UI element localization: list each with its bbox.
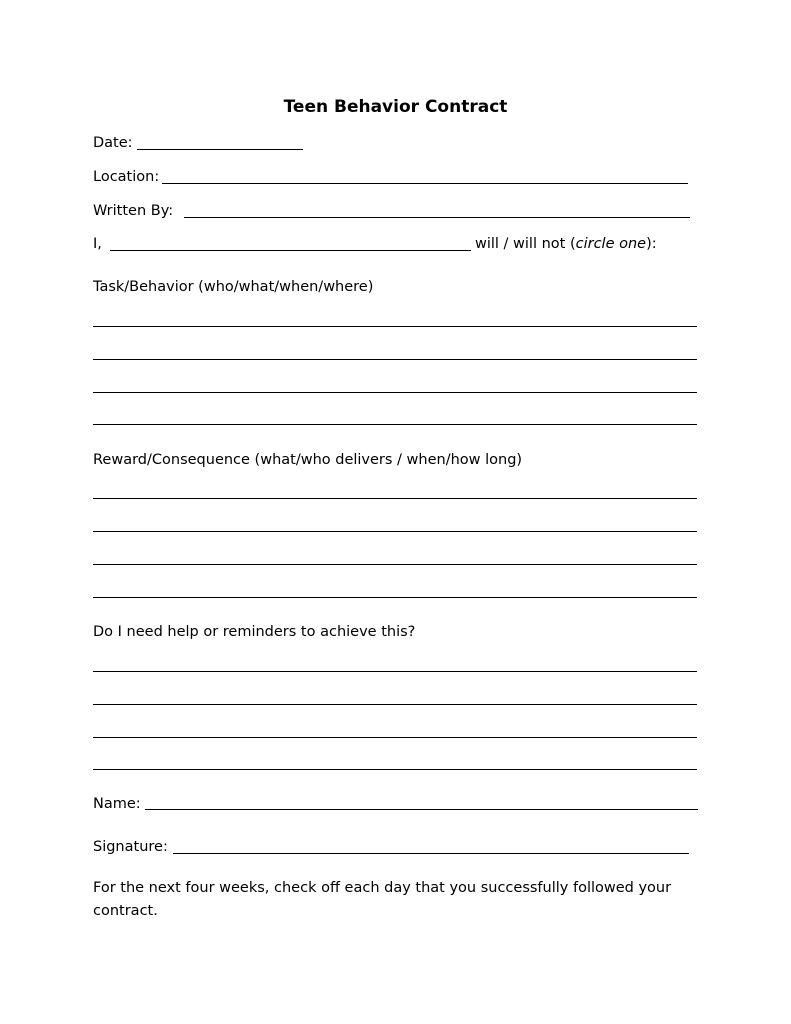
date-field[interactable] bbox=[137, 149, 303, 150]
location-field[interactable] bbox=[162, 183, 688, 184]
help-reminders-heading: Do I need help or reminders to achieve this? bbox=[93, 624, 416, 640]
help-line-3[interactable] bbox=[93, 737, 697, 738]
signature-label: Signature: bbox=[93, 839, 168, 855]
help-line-1[interactable] bbox=[93, 671, 697, 672]
written-by-field[interactable] bbox=[184, 217, 690, 218]
reward-line-1[interactable] bbox=[93, 498, 697, 499]
name-label: Name: bbox=[93, 796, 141, 812]
name-field[interactable] bbox=[145, 809, 698, 810]
footer-instructions: For the next four weeks, check off each day that you successfully followed your contract. bbox=[93, 880, 672, 919]
signature-field[interactable] bbox=[173, 853, 689, 854]
page-title: Teen Behavior Contract bbox=[283, 97, 508, 117]
written-by-label: Written By: bbox=[93, 203, 174, 219]
help-line-4[interactable] bbox=[93, 769, 697, 770]
reward-line-2[interactable] bbox=[93, 531, 697, 532]
reward-consequence-heading: Reward/Consequence (what/who delivers / when/how long) bbox=[93, 452, 523, 468]
location-label: Location: bbox=[93, 169, 160, 185]
reward-line-4[interactable] bbox=[93, 597, 697, 598]
task-line-1[interactable] bbox=[93, 326, 697, 327]
person-name-field[interactable] bbox=[110, 250, 471, 251]
task-behavior-heading: Task/Behavior (who/what/when/where) bbox=[93, 279, 374, 295]
task-line-2[interactable] bbox=[93, 359, 697, 360]
i-label: I, bbox=[93, 236, 102, 252]
will-text: will / will not ( bbox=[475, 236, 576, 252]
reward-line-3[interactable] bbox=[93, 564, 697, 565]
date-label: Date: bbox=[93, 135, 133, 151]
task-line-4[interactable] bbox=[93, 424, 697, 425]
help-line-2[interactable] bbox=[93, 704, 697, 705]
task-line-3[interactable] bbox=[93, 392, 697, 393]
will-will-not-choice[interactable] bbox=[475, 237, 657, 252]
close-paren-text: ): bbox=[646, 236, 657, 252]
circle-one-text: circle one bbox=[575, 236, 647, 252]
